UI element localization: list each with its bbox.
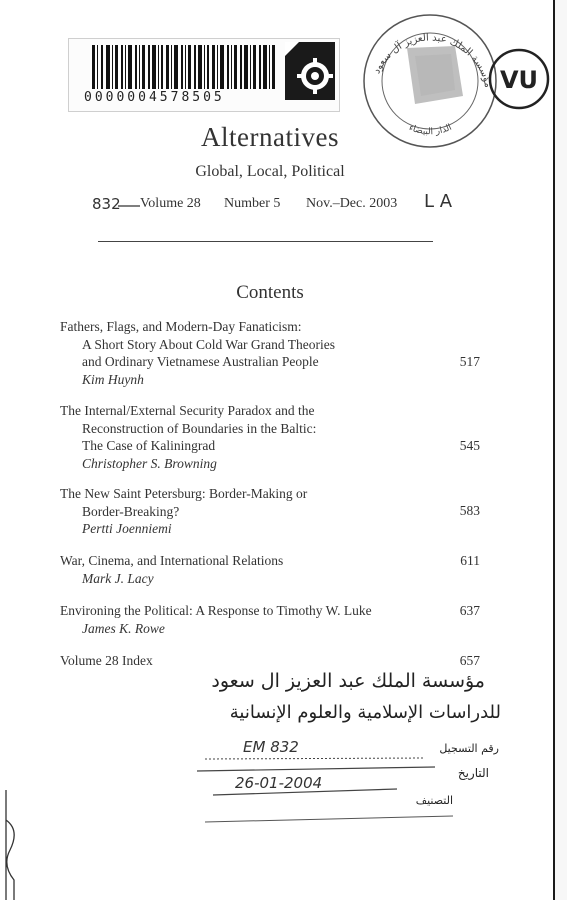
toc-entry-page: 611 [460, 553, 480, 568]
library-stamp-line2: للدراسات الإسلامية والعلوم الإنسانية [229, 702, 501, 723]
library-stamp-reg-underline [205, 756, 425, 762]
library-stamp-date-lines [197, 763, 437, 803]
journal-title: Alternatives [201, 122, 339, 152]
library-stamp-class-line [205, 808, 455, 828]
issue-date-label: Nov.–Dec. 2003 [306, 196, 398, 211]
toc-entry-author: James K. Rowe [82, 620, 165, 636]
journal-subtitle: Global, Local, Political [195, 163, 345, 180]
library-stamp-reg-value: EM 832 [243, 738, 299, 756]
library-stamp-class-label: التصنيف [415, 794, 453, 807]
toc-entry [60, 402, 480, 472]
toc-entry-title-line: and Ordinary Vietnamese Australian People [82, 354, 319, 369]
barcode-image [92, 45, 278, 93]
vu-stamp [486, 46, 552, 112]
toc-entry-author: Kim Huynh [82, 371, 144, 387]
library-stamp-date-value: 26-01-2004 [235, 774, 323, 792]
vu-stamp-text: VU [499, 66, 539, 94]
toc-entry [60, 485, 480, 538]
toc-entry-page: 637 [459, 603, 480, 618]
toc-entry-title-line: Border-Breaking? [82, 503, 180, 519]
library-stamp-line1: مؤسسة الملك عبد العزيز ال سعود [211, 670, 485, 692]
toc-entry-title-line: The Internal/External Security Paradox and the [60, 403, 315, 418]
title-divider [98, 241, 433, 242]
contents-heading: Contents [236, 282, 304, 303]
handwritten-dash [118, 203, 140, 209]
library-stamp-reg-label: رقم التسجيل [439, 742, 499, 755]
toc-entry [60, 552, 480, 587]
round-stamp-top-text: مؤسسة الملك عبد العزيز آل سعود [371, 32, 494, 89]
toc-entry-title-line: A Short Story About Cold War Grand Theories [82, 336, 336, 352]
page-edge-shadow [555, 0, 567, 900]
toc-entry-title-line: Fathers, Flags, and Modern-Day Fanaticism: [60, 319, 302, 334]
library-logo-icon [285, 42, 335, 100]
handwritten-number: 832 [92, 195, 121, 213]
toc-entry-title-line: Reconstruction of Boundaries in the Baltic: [82, 420, 317, 436]
round-stamp-bottom-text: الدار البيضاء [407, 122, 454, 138]
library-stamp-date-label: التاريخ [457, 766, 489, 780]
issue-number-label: Number 5 [224, 196, 281, 211]
toc-entry-title-line: The Case of Kaliningrad [82, 438, 216, 453]
barcode-number: 0000004578505 [84, 90, 225, 105]
handwritten-mark: L A [424, 191, 453, 212]
toc-entry-page: 583 [459, 503, 480, 518]
toc-entry [60, 602, 480, 637]
toc-entry-title-line: Environing the Political: A Response to Timothy W. Luke [60, 603, 372, 618]
toc-entry-author: Christopher S. Browning [82, 455, 217, 471]
toc-entry-author: Pertti Joenniemi [82, 521, 172, 536]
toc-entry-page: 517 [459, 354, 480, 369]
toc-entry-title-line: The New Saint Petersburg: Border-Making or [60, 486, 308, 501]
volume-label: Volume 28 [140, 196, 201, 211]
margin-scribble [0, 790, 30, 900]
page-edge-line [553, 0, 555, 900]
library-registration-stamp [175, 668, 505, 838]
toc-entry-index [60, 652, 480, 670]
toc-entry-page: 657 [459, 653, 480, 668]
toc-entry-author: Mark J. Lacy [82, 570, 154, 586]
toc-entry [60, 318, 480, 388]
toc-entry-title-line: Volume 28 Index [60, 653, 153, 668]
toc-entry-page: 545 [459, 438, 480, 453]
toc-entry-title-line: War, Cinema, and International Relations [60, 553, 284, 568]
